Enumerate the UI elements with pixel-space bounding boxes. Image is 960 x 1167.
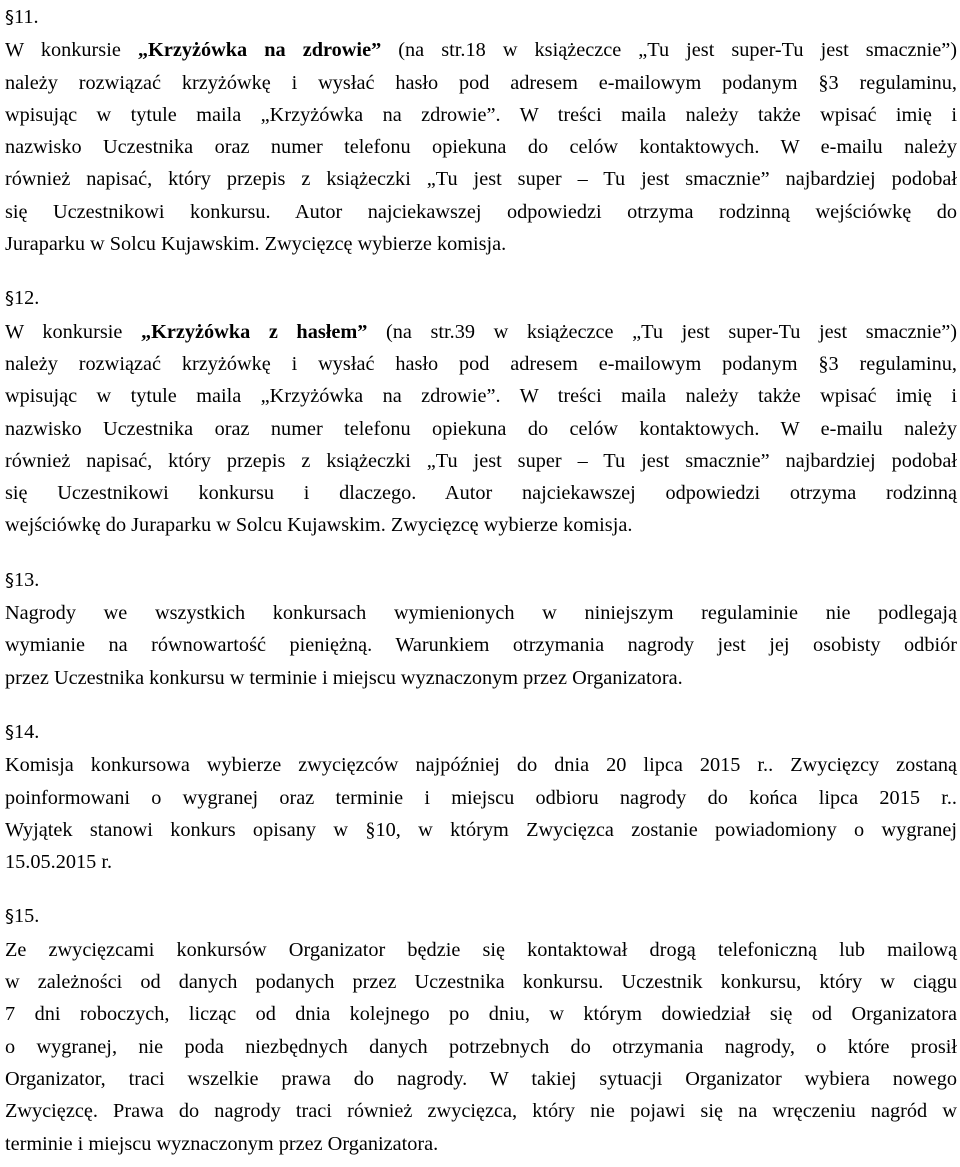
contest-name: „Krzyżówka na zdrowie” bbox=[137, 39, 382, 62]
section-sign: § bbox=[5, 906, 14, 928]
text-run: w zależności od danych podanych przez Uczestnika konkursu. Uczestnik konkursu, który w ciągu bbox=[5, 971, 957, 994]
section-14 bbox=[5, 716, 957, 878]
text-run: wpisując w tytule maila „Krzyżówka na zdrowie”. W treści maila należy także wpisać imię i bbox=[5, 103, 957, 126]
text-line bbox=[5, 814, 957, 846]
section-heading bbox=[5, 716, 957, 749]
section-15 bbox=[5, 900, 957, 1159]
text-run: wpisując w tytule maila „Krzyżówka na zdrowie”. W treści maila należy także wpisać imię i bbox=[5, 385, 957, 408]
section-heading bbox=[5, 564, 957, 597]
section-paragraph bbox=[5, 316, 957, 542]
text-line bbox=[5, 380, 957, 412]
text-line bbox=[5, 1095, 957, 1127]
section-heading bbox=[5, 1, 957, 34]
text-line bbox=[5, 348, 957, 380]
section-11 bbox=[5, 1, 957, 260]
text-line bbox=[5, 1031, 957, 1063]
text-line bbox=[5, 34, 957, 66]
text-run: Organizator, traci wszelkie prawa do nagrody. W takiej sytuacji Organizator wybiera nowego bbox=[5, 1067, 957, 1090]
section-number: 15. bbox=[14, 905, 40, 928]
text-run: (na str.39 w książeczce „Tu jest super-Tu jest smacznie”) bbox=[367, 320, 957, 343]
text-line bbox=[5, 846, 957, 878]
text-line bbox=[5, 597, 957, 629]
text-run: również napisać, który przepis z książeczki „Tu jest super – Tu jest smacznie” najbardziej podobał bbox=[5, 449, 957, 472]
section-heading bbox=[5, 282, 957, 315]
document-page bbox=[5, 1, 957, 1160]
text-line bbox=[5, 629, 957, 661]
text-line bbox=[5, 934, 957, 966]
text-run: Wyjątek stanowi konkurs opisany w §10, w którym Zwycięzca zostanie powiadomiony o wygranej bbox=[5, 818, 957, 841]
section-sign: § bbox=[5, 288, 14, 310]
text-run: Komisja konkursowa wybierze zwycięzców najpóźniej do dnia 20 lipca 2015 r.. Zwycięzcy zostaną bbox=[5, 754, 957, 777]
text-run: 7 dni roboczych, licząc od dnia kolejnego po dniu, w którym dowiedział się od Organizatora bbox=[5, 1003, 957, 1026]
section-paragraph bbox=[5, 934, 957, 1160]
section-heading bbox=[5, 900, 957, 933]
text-line bbox=[5, 228, 957, 260]
text-run: o wygranej, nie poda niezbędnych danych potrzebnych do otrzymania nagrody, o które prosił bbox=[5, 1035, 957, 1058]
text-run: W konkursie bbox=[5, 39, 138, 62]
text-line bbox=[5, 662, 957, 694]
text-line bbox=[5, 131, 957, 163]
text-run: poinformowani o wygranej oraz terminie i miejscu odbioru nagrody do końca lipca 2015 r.. bbox=[5, 786, 957, 809]
text-line bbox=[5, 99, 957, 131]
text-run: W konkursie bbox=[5, 320, 141, 343]
text-line bbox=[5, 67, 957, 99]
section-paragraph bbox=[5, 597, 957, 694]
text-run: wymianie na równowartość pieniężną. Warunkiem otrzymania nagrody jest jej osobisty odbiór bbox=[5, 634, 957, 657]
text-run: należy rozwiązać krzyżówkę i wysłać hasło pod adresem e-mailowym podanym §3 regulaminu, bbox=[5, 352, 957, 375]
text-run: również napisać, który przepis z książeczki „Tu jest super – Tu jest smacznie” najbardziej podobał bbox=[5, 168, 957, 191]
text-line bbox=[5, 966, 957, 998]
section-number: 13. bbox=[14, 568, 40, 591]
text-line bbox=[5, 445, 957, 477]
section-sign: § bbox=[5, 569, 14, 591]
section-number: 11. bbox=[14, 6, 39, 28]
text-line bbox=[5, 509, 957, 541]
section-12 bbox=[5, 282, 957, 541]
section-13 bbox=[5, 564, 957, 694]
text-line bbox=[5, 316, 957, 348]
text-run: (na str.18 w książeczce „Tu jest super-Tu jest smacznie”) bbox=[381, 39, 958, 62]
section-number: 12. bbox=[14, 287, 40, 310]
text-run: Ze zwycięzcami konkursów Organizator będzie się kontaktował drogą telefoniczną lub mailową bbox=[5, 938, 957, 961]
text-line bbox=[5, 1128, 957, 1160]
text-run: terminie i miejscu wyznaczonym przez Organizatora. bbox=[5, 1132, 439, 1155]
text-run: nazwisko Uczestnika oraz numer telefonu opiekuna do celów kontaktowych. W e-mailu należy bbox=[5, 136, 957, 159]
text-run: Nagrody we wszystkich konkursach wymienionych w niniejszym regulaminie nie podlegają bbox=[5, 602, 957, 625]
text-run: nazwisko Uczestnika oraz numer telefonu opiekuna do celów kontaktowych. W e-mailu należy bbox=[5, 417, 957, 440]
text-line bbox=[5, 998, 957, 1030]
text-line bbox=[5, 196, 957, 228]
section-sign: § bbox=[5, 7, 14, 28]
section-paragraph bbox=[5, 34, 957, 260]
text-run: wejściówkę do Juraparku w Solcu Kujawskim. Zwycięzcę wybierze komisja. bbox=[5, 514, 633, 537]
text-run: Juraparku w Solcu Kujawskim. Zwycięzcę wybierze komisja. bbox=[5, 233, 507, 256]
section-sign: § bbox=[5, 721, 14, 743]
contest-name: „Krzyżówka z hasłem” bbox=[140, 320, 368, 343]
text-line bbox=[5, 749, 957, 781]
text-line bbox=[5, 1063, 957, 1095]
section-number: 14. bbox=[14, 720, 40, 743]
text-run: się Uczestnikowi konkursu i dlaczego. Autor najciekawszej odpowiedzi otrzyma rodzinną bbox=[5, 482, 957, 505]
text-run: się Uczestnikowi konkursu. Autor najciekawszej odpowiedzi otrzyma rodzinną wejściówkę do bbox=[5, 200, 957, 223]
text-line bbox=[5, 782, 957, 814]
text-run: Zwycięzcę. Prawa do nagrody traci również zwycięzca, który nie pojawi się na wręczeniu nagród w bbox=[5, 1100, 957, 1123]
text-run: 15.05.2015 r. bbox=[5, 851, 113, 874]
text-run: przez Uczestnika konkursu w terminie i miejscu wyznaczonym przez Organizatora. bbox=[5, 666, 683, 689]
section-paragraph bbox=[5, 749, 957, 878]
text-run: należy rozwiązać krzyżówkę i wysłać hasło pod adresem e-mailowym podanym §3 regulaminu, bbox=[5, 71, 957, 94]
text-line bbox=[5, 413, 957, 445]
text-line bbox=[5, 163, 957, 195]
text-line bbox=[5, 477, 957, 509]
